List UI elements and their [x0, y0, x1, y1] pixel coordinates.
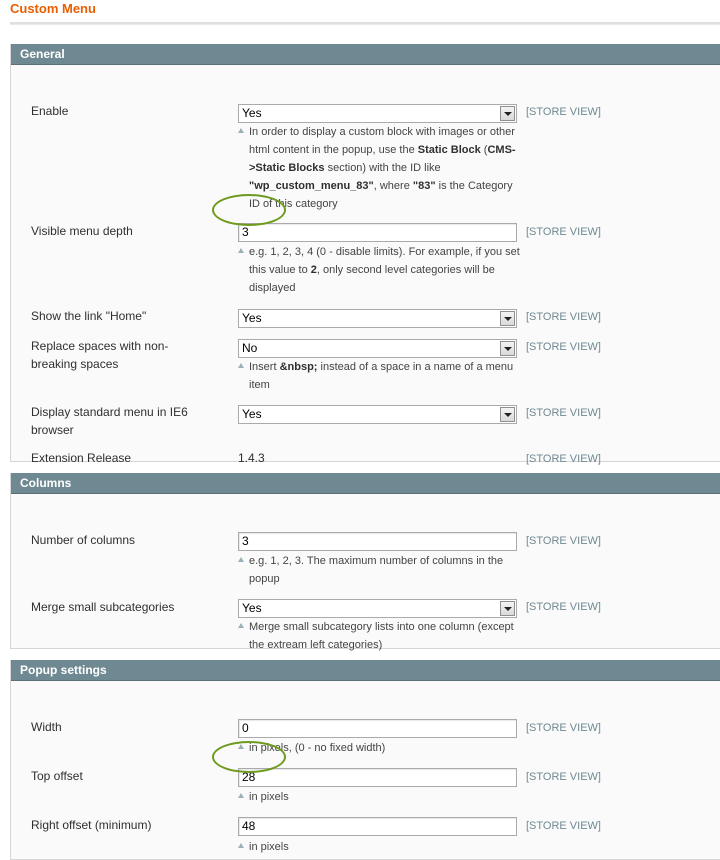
note-arrow-icon [238, 793, 244, 798]
enable-note: In order to display a custom block with images or other html content in the popup, use the Static Block (CMS->Static Blocks section) with the ID like "wp_custom_menu_83", where "83" is the Category ID of this category [249, 123, 524, 213]
right-offset-scope: [STORE VIEW] [526, 820, 601, 832]
note-arrow-icon [238, 623, 244, 628]
merge-select-value: Yes [242, 601, 262, 615]
release-value: 1.4.3 [238, 451, 265, 465]
merge-scope: [STORE VIEW] [526, 601, 601, 613]
depth-note: e.g. 1, 2, 3, 4 (0 - disable limits). For example, if you set this value to 2, only second level categories will be displayed [249, 243, 524, 297]
note-arrow-icon [238, 248, 244, 253]
top-offset-highlight-circle [212, 741, 286, 773]
chevron-down-icon[interactable] [500, 341, 515, 356]
depth-input[interactable]: 3 [238, 223, 517, 242]
columns-number-note: e.g. 1, 2, 3. The maximum number of columns in the popup [249, 552, 524, 588]
general-section-header[interactable]: General [11, 44, 720, 65]
merge-label: Merge small subcategories [31, 600, 175, 614]
enable-select[interactable] [238, 104, 517, 123]
width-input[interactable]: 0 [238, 719, 517, 738]
ie6-select-value: Yes [242, 407, 262, 421]
home-link-select[interactable] [238, 309, 517, 328]
note-arrow-icon [238, 557, 244, 562]
note-arrow-icon [238, 128, 244, 133]
nbsp-select[interactable] [238, 339, 517, 358]
top-offset-scope: [STORE VIEW] [526, 771, 601, 783]
popup-section-header[interactable]: Popup settings [11, 660, 720, 681]
ie6-select[interactable] [238, 405, 517, 424]
home-link-scope: [STORE VIEW] [526, 311, 601, 323]
columns-section [10, 473, 720, 649]
note-arrow-icon [238, 363, 244, 368]
chevron-down-icon[interactable] [500, 106, 515, 121]
popup-section [10, 660, 720, 860]
release-label: Extension Release [31, 451, 132, 465]
chevron-down-icon[interactable] [500, 407, 515, 422]
merge-note: Merge small subcategory lists into one column (except the extream left categories) [249, 618, 524, 654]
enable-label: Enable [31, 104, 69, 118]
merge-select[interactable] [238, 599, 517, 618]
chevron-down-icon[interactable] [500, 311, 515, 326]
depth-scope: [STORE VIEW] [526, 226, 601, 238]
width-note: in pixels, (0 - no fixed width) [249, 739, 524, 757]
columns-number-input[interactable]: 3 [238, 532, 517, 551]
enable-select-value: Yes [242, 106, 262, 120]
depth-label: Visible menu depth [31, 224, 133, 238]
nbsp-select-value: No [242, 341, 258, 355]
release-scope: [STORE VIEW] [526, 453, 601, 465]
right-offset-note: in pixels [249, 838, 524, 856]
width-label: Width [31, 720, 62, 734]
note-arrow-icon [238, 843, 244, 848]
title-divider [10, 22, 720, 25]
columns-number-label: Number of columns [31, 533, 136, 547]
ie6-label: Display standard menu in IE6 browser [31, 405, 188, 437]
top-offset-note: in pixels [249, 788, 524, 806]
home-link-label: Show the link "Home" [31, 309, 147, 323]
general-section [10, 44, 720, 465]
top-offset-input[interactable]: 28 [238, 768, 517, 787]
chevron-down-icon[interactable] [500, 601, 515, 616]
columns-number-scope: [STORE VIEW] [526, 535, 601, 547]
right-offset-input[interactable]: 48 [238, 817, 517, 836]
right-offset-label: Right offset (minimum) [31, 818, 152, 832]
top-offset-label: Top offset [31, 769, 83, 783]
ie6-scope: [STORE VIEW] [526, 407, 601, 419]
depth-highlight-circle [212, 194, 286, 226]
columns-section-header[interactable]: Columns [11, 473, 720, 494]
page-title: Custom Menu [10, 1, 96, 16]
nbsp-label: Replace spaces with non-breaking spaces [31, 339, 169, 371]
nbsp-note: Insert &nbsp; instead of a space in a name of a menu item [249, 358, 524, 394]
home-link-select-value: Yes [242, 311, 262, 325]
width-scope: [STORE VIEW] [526, 722, 601, 734]
nbsp-scope: [STORE VIEW] [526, 341, 601, 353]
enable-scope: [STORE VIEW] [526, 106, 601, 118]
